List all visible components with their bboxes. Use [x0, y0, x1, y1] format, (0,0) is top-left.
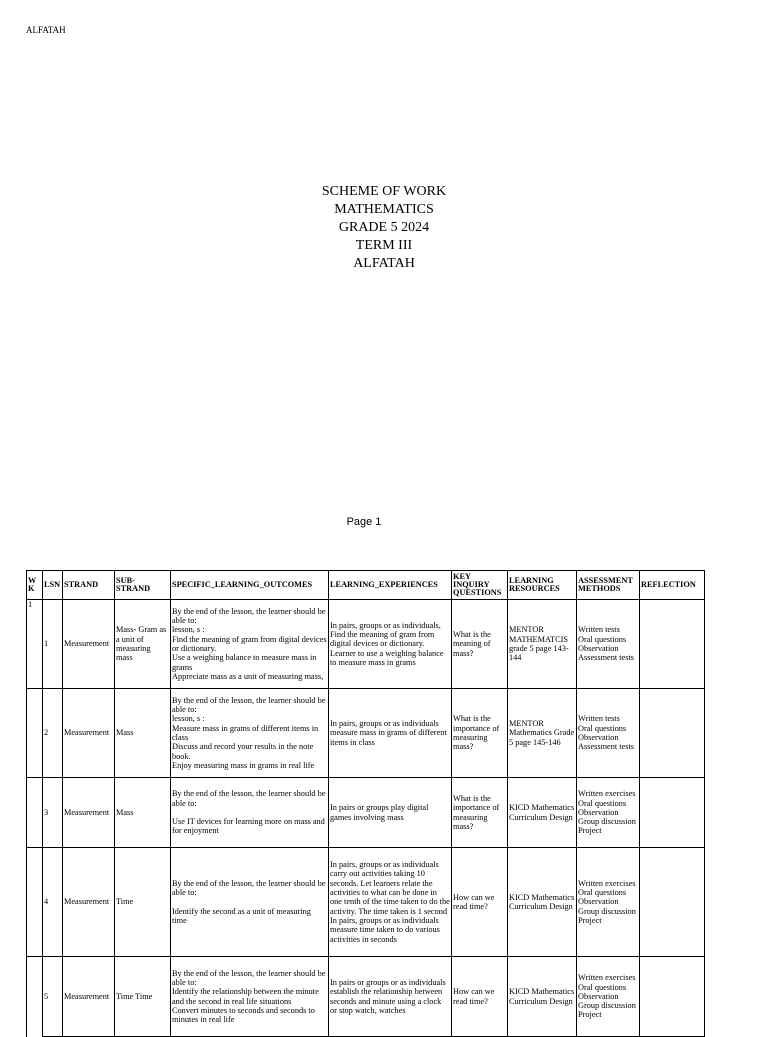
cell-outcomes [171, 600, 329, 689]
cell-outcomes-line: Find the meaning of gram from digital devices or dictionary. [172, 634, 327, 653]
cell-assessment-line: Written exercises Oral questions [578, 789, 636, 808]
col-header-outcomes: SPECIFIC_LEARNING_OUTCOMES [171, 571, 329, 600]
cell-assessment [577, 689, 640, 778]
cell-experiences-line: In pairs, groups or as individuals measure mass in grams of different items in class [330, 719, 447, 747]
table-row [27, 957, 705, 1037]
cell-resources-line: MENTOR Mathematics Grade 5 page 145-146 [509, 719, 575, 747]
table-row [27, 778, 705, 848]
page-number: Page 1 [346, 516, 382, 528]
cell-inquiry: What is the importance of measuring mass? [452, 689, 508, 778]
col-header-sub-strand: SUB-STRAND [115, 571, 171, 600]
table-row [27, 600, 705, 689]
cell-experiences [329, 689, 452, 778]
cell-experiences [329, 600, 452, 689]
cell-outcomes-line [172, 808, 327, 817]
cell-experiences-line: In pairs or groups play digital games involving mass [330, 803, 429, 822]
cell-experiences-line: In pairs or groups or as individuals establish the relationship between seconds and minute using a clock or stop watch, watches [330, 977, 446, 1015]
cell-assessment [577, 778, 640, 848]
cell-strand: Measurement [63, 778, 115, 848]
cell-outcomes-line: Identify the relationship between the minute and the second in real life situations [172, 987, 319, 1006]
cell-inquiry: What is the meaning of mass? [452, 600, 508, 689]
cell-experiences-line: In pairs, groups or as individuals carry out activities taking 10 seconds. Let learners relate the activities to what can be done in one tenth of the time taken to do the activity. The time taken is 1 second [330, 860, 450, 916]
cell-assessment-line: Group discussion [578, 906, 636, 916]
cell-wk: 1 [27, 600, 43, 689]
cell-strand: Measurement [63, 848, 115, 957]
title-line: GRADE 5 2024 [338, 220, 430, 235]
cell-lsn: 1 [43, 600, 63, 689]
cell-strand: Measurement [63, 689, 115, 778]
cell-resources [508, 957, 577, 1037]
cell-assessment-line: Observation [578, 733, 619, 742]
cell-experiences-line: Learner to use a weighing balance to measure mass in grams [330, 648, 444, 667]
cell-assessment-line: Observation [578, 644, 619, 653]
col-header-reflection: REFLECTION [640, 571, 705, 600]
col-header-assessment: ASSESSMENT METHODS [577, 571, 640, 600]
cell-assessment-line: Project [578, 915, 602, 925]
cell-assessment-line: Written tests [578, 714, 620, 724]
cell-resources [508, 848, 577, 957]
cell-assessment-line: Written exercises Oral questions [578, 878, 636, 898]
cell-lsn: 5 [43, 957, 63, 1037]
col-header-inquiry: KEY INQUIRY QUESTIONS [452, 571, 508, 600]
cell-experiences [329, 957, 452, 1037]
cell-experiences-line: In pairs, groups or as individuals, Find the meaning of gram from digital devices or dictionary. [330, 620, 441, 649]
cell-wk [27, 957, 43, 1037]
cell-assessment-line: Oral questions [578, 723, 627, 733]
cell-outcomes-line: By the end of the lesson, the learner should be able to: [172, 878, 326, 898]
cell-wk [27, 778, 43, 848]
title-line: MATHEMATICS [334, 202, 434, 217]
cell-strand: Measurement [63, 957, 115, 1037]
cell-outcomes [171, 778, 329, 848]
document-title [0, 183, 768, 273]
col-header-lsn: LSN [43, 571, 63, 600]
col-header-experiences: LEARNING_EXPERIENCES [329, 571, 452, 600]
cell-outcomes-line: Use IT devices for learning more on mass and for enjoyment [172, 817, 325, 836]
cell-outcomes-line: lesson, s : [172, 625, 205, 635]
cell-outcomes-line: lesson, s : [172, 714, 205, 724]
cell-resources [508, 600, 577, 689]
cell-outcomes-line: Discuss and record your results in the note book. [172, 742, 314, 761]
cell-outcomes-line: Identify the second as a unit of measuring time [172, 906, 311, 925]
title-line: SCHEME OF WORK [321, 184, 447, 199]
title-line: ALFATAH [353, 256, 415, 271]
cell-assessment-line: Project [578, 826, 602, 836]
cell-assessment-line: Written tests [578, 625, 620, 635]
cell-outcomes-line: Convert minutes to seconds and seconds to minutes in real life [172, 1005, 315, 1025]
cell-sub-strand: Mass [115, 689, 171, 778]
cell-reflection [640, 778, 705, 848]
cell-sub-strand: Time [115, 848, 171, 957]
cell-outcomes-line: By the end of the lesson, the learner should be able to: [172, 606, 326, 626]
cell-outcomes [171, 848, 329, 957]
cell-resources-line: KICD Mathematics Curriculum Design [509, 803, 575, 822]
cell-assessment-line: Assessment tests [578, 742, 635, 752]
cell-strand: Measurement [63, 600, 115, 689]
col-header-wk: WK [27, 571, 43, 600]
table-row [27, 689, 705, 778]
title-line: TERM III [355, 238, 413, 253]
cell-assessment-line: Project [578, 1010, 602, 1020]
cell-outcomes-line: By the end of the lesson, the learner should be able to: [172, 695, 326, 715]
cell-inquiry: How can we read time? [452, 957, 508, 1037]
cell-assessment-line: Group discussion [578, 1001, 636, 1011]
cell-sub-strand: Time Time [115, 957, 171, 1037]
cell-experiences-line: In pairs, groups or as individuals measure time taken to do various activities in seconds [330, 915, 440, 944]
table-row [27, 848, 705, 957]
cell-sub-strand: Mass- Gram as a unit of measuring mass [115, 600, 171, 689]
cell-lsn: 4 [43, 848, 63, 957]
cell-outcomes-line: Appreciate mass as a unit of measuring mass, [172, 671, 324, 681]
header-school-name: ALFATAH [26, 25, 66, 35]
cell-resources [508, 778, 577, 848]
cell-assessment-line: Assessment tests [578, 653, 635, 663]
cell-experiences [329, 848, 452, 957]
scheme-table [26, 570, 705, 1037]
cell-wk [27, 848, 43, 957]
cell-outcomes-line: Measure mass in grams of different items in class [172, 723, 319, 742]
cell-resources-line: MENTOR MATHEMATCIS grade 5 page 143-144 [509, 625, 569, 663]
cell-resources-line: KICD Mathematics Curriculum Design [509, 987, 575, 1006]
cell-outcomes [171, 689, 329, 778]
cell-outcomes-line: Use a weighing balance to measure mass in grams [172, 653, 317, 672]
cell-assessment-line: Observation [578, 897, 619, 907]
col-header-resources: LEARNING RESOURCES [508, 571, 577, 600]
cell-assessment-line: Observation [578, 807, 619, 817]
col-header-strand: STRAND [63, 571, 115, 600]
cell-lsn: 2 [43, 689, 63, 778]
cell-lsn: 3 [43, 778, 63, 848]
cell-inquiry: How can we read time? [452, 848, 508, 957]
cell-assessment-line: Group discussion [578, 817, 636, 827]
cell-experiences [329, 778, 452, 848]
cell-reflection [640, 957, 705, 1037]
cell-outcomes-line: By the end of the lesson, the learner should be able to: [172, 968, 326, 987]
cell-outcomes [171, 957, 329, 1037]
cell-assessment-line: Written exercises Oral questions [578, 973, 636, 992]
cell-inquiry: What is the importance of measuring mass? [452, 778, 508, 848]
cell-assessment [577, 848, 640, 957]
cell-assessment-line: Observation [578, 991, 619, 1001]
cell-outcomes-line [172, 897, 327, 906]
cell-assessment [577, 957, 640, 1037]
cell-outcomes-line: By the end of the lesson, the learner should be able to: [172, 789, 326, 808]
cell-resources [508, 689, 577, 778]
cell-outcomes-line: Enjoy measuring mass in grams in real life [172, 760, 315, 770]
cell-sub-strand: Mass [115, 778, 171, 848]
cell-reflection [640, 689, 705, 778]
cell-wk [27, 689, 43, 778]
cell-assessment [577, 600, 640, 689]
cell-resources-line: KICD Mathematics Curriculum Design [509, 892, 575, 911]
cell-reflection [640, 848, 705, 957]
cell-assessment-line: Oral questions [578, 634, 627, 644]
table-header-row [27, 571, 705, 600]
cell-reflection [640, 600, 705, 689]
